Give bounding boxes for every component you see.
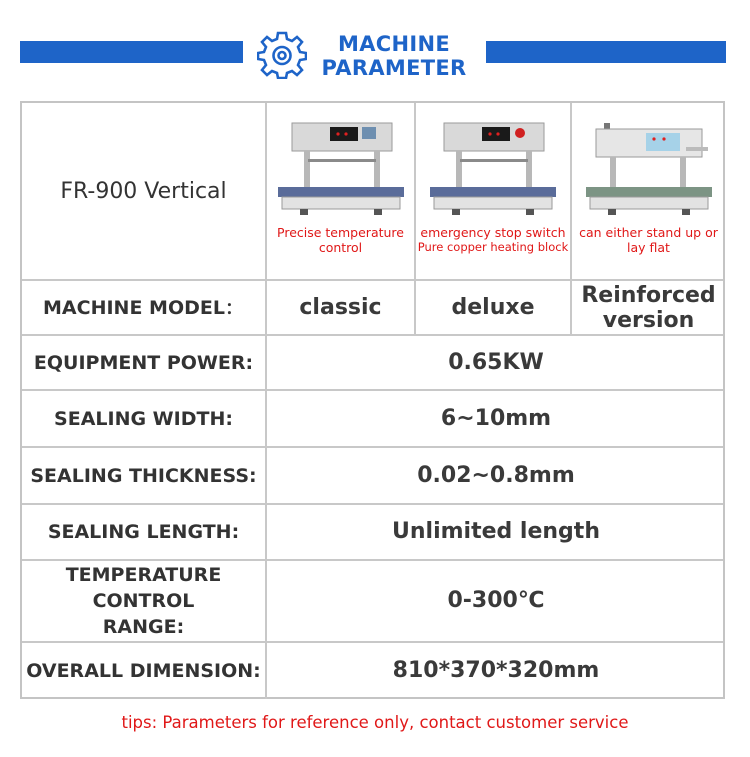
machine-classic (267, 119, 414, 255)
machine-reinforced (572, 119, 725, 255)
value-sealing-length: Unlimited length (392, 519, 600, 544)
page-heading (314, 32, 474, 80)
row-label-machine-model: MACHINE MODEL： (43, 296, 244, 319)
sealing-machine-image (278, 119, 404, 219)
machine-caption: can either stand up or lay flat (579, 225, 718, 255)
row-label-overall-dimension: OVERALL DIMENSION: (26, 660, 261, 682)
model-deluxe: deluxe (451, 294, 535, 320)
value-temperature-range: 0-300℃ (447, 588, 545, 613)
row-label-temperature-range: TEMPERATURE CONTROL RANGE: (65, 564, 222, 638)
sealing-machine-image (430, 119, 556, 219)
value-sealing-width: 6~10mm (440, 405, 552, 431)
product-name: FR-900 Vertical (60, 178, 227, 204)
row-label-equipment-power: EQUIPMENT POWER: (33, 351, 254, 374)
row-label-sealing-thickness: SEALING THICKNESS: (30, 464, 257, 487)
tips-note: tips: Parameters for reference only, contact customer service (121, 713, 629, 732)
value-overall-dimension: 810*370*320mm (392, 658, 600, 683)
heading-line-1: MACHINE (338, 32, 450, 56)
value-sealing-thickness: 0.02~0.8mm (417, 462, 575, 488)
machine-caption-secondary: Pure copper heating block (417, 240, 569, 254)
row-label-sealing-width: SEALING WIDTH: (54, 407, 233, 430)
model-reinforced: Reinforced version (581, 282, 716, 333)
model-classic: classic (299, 294, 382, 320)
machine-caption: emergency stop switch (420, 225, 566, 240)
row-label-sealing-length: SEALING LENGTH: (47, 521, 240, 543)
machine-deluxe (416, 119, 570, 254)
parameter-table (20, 101, 725, 699)
header-bar-left (20, 41, 243, 63)
value-equipment-power: 0.65KW (448, 349, 544, 375)
gear-icon (257, 29, 307, 79)
header-bar-right (486, 41, 726, 63)
heading-line-2: PARAMETER (321, 56, 467, 80)
sealing-machine-image (586, 119, 712, 219)
machine-caption: Precise temperature control (277, 225, 404, 255)
